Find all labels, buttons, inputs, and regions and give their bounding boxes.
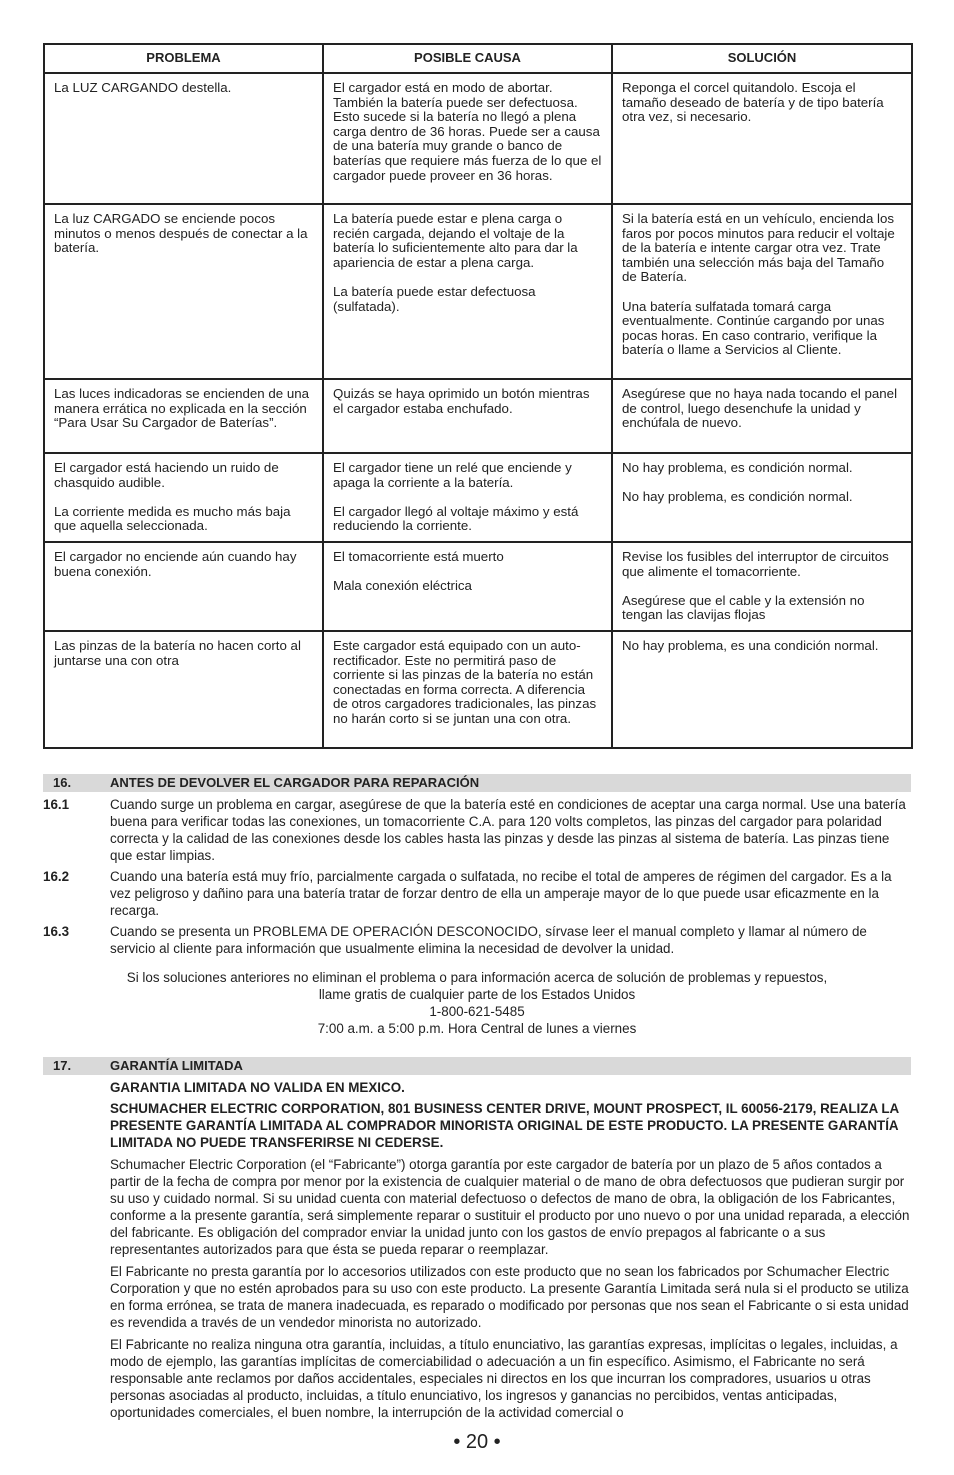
cell-text: Quizás se haya oprimido un botón mientras el cargador estaba enchufado. — [333, 386, 590, 416]
cell-text: La luz CARGADO se enciende pocos minutos o menos después de conectar a la batería. — [54, 211, 308, 256]
cell-text: Revise los fusibles del interruptor de circuitos que alimente el tomacorriente. — [622, 548, 889, 579]
problem-cell — [44, 73, 323, 204]
item-text: Cuando surge un problema en cargar, asegúrese de que la batería esté en condiciones de aceptar una carga normal. Use una batería buena para verificar todas las conexiones, un tomacorriente C.A. para 120 volts completos, las pinzas del cargador para polaridad correcta y la calidad de las conexiones desde los cables hasta las pinzas y desde las pinzas al sistema de batería. Las pinzas tiene que estar limpias. — [110, 797, 906, 863]
table-row — [44, 73, 912, 204]
table-row — [44, 542, 912, 631]
item-number: 16.3 — [43, 924, 70, 939]
cell-text: Las luces indicadoras se encienden de una manera errática no explicada en la sección “Para Usar Su Cargador de Baterías”. — [54, 386, 310, 431]
problem-cell — [44, 379, 323, 453]
section-17 — [43, 1057, 911, 1421]
cell-text: El cargador llegó al voltaje máximo y está reduciendo la corriente. — [333, 503, 579, 534]
problem-cell — [44, 204, 323, 379]
cause-cell — [323, 204, 612, 379]
cause-cell — [323, 379, 612, 453]
section-16 — [43, 774, 911, 1037]
cell-text: La batería puede estar defectuosa (sulfatada). — [333, 283, 536, 314]
cell-text: Si la batería está en un vehículo, encienda los faros por pocos minutos para reducir el voltaje de la batería e intente cargar otra vez. Trate también una selección más baja del Tamaño de Batería. — [622, 211, 895, 285]
cell-text: No hay problema, es una condición normal. — [622, 637, 879, 653]
cell-text: Mala conexión eléctrica — [333, 578, 472, 594]
cell-text: El cargador no enciende aún cuando hay buena conexión. — [54, 548, 297, 579]
cell-text: El cargador tiene un relé que enciende y apaga la corriente a la batería. — [333, 460, 572, 490]
warranty-notice: GARANTIA LIMITADA NO VALIDA EN MEXICO. — [110, 1080, 405, 1095]
cell-text: Reponga el corcel quitandolo. Escoja el tamaño deseado de batería y de tipo batería otra vez, si necesario. — [622, 80, 884, 125]
table-row — [44, 631, 912, 748]
section-number: 17. — [53, 1058, 72, 1073]
cause-cell — [323, 73, 612, 204]
cause-cell — [323, 453, 612, 542]
solution-cell — [612, 542, 912, 631]
item-text: Cuando se presenta un PROBLEMA DE OPERACIÓN DESCONOCIDO, sírvase leer el manual completo y llamar al número de servicio al cliente para información que usualmente elimina la necesidad de devolver la unidad. — [110, 924, 867, 956]
hours-line: 7:00 a.m. a 5:00 p.m. Hora Central de lunes a viernes — [317, 1021, 637, 1036]
cell-text: El tomacorriente está muerto — [333, 548, 504, 564]
warranty-paragraph: El Fabricante no realiza ninguna otra garantía, incluidas, a título enunciativo, las garantías expresas, implícitas o legales, incluidas, a modo de ejemplo, las garantías implícitas de comerciabilidad o adecuación a un fin específico. Asimismo, el Fabricante no será responsable ante reclamos por daños accidentales, especiales ni directos en los que incurran los compradores, usuarios u otras personas asociadas al producto, incluidas, a título enunciativo, los ingresos y ganancias no percibidos, ventas anticipadas, oportunidades comerciales, el buen nombre, la interrupción de la actividad comercial o — [110, 1337, 898, 1420]
item-text: Cuando una batería está muy frío, parcialmente cargada o sulfatada, no recibe el total de amperes de régimen del cargador. Es a la vez peligroso y dañino para una batería tratar de forzar dentro de ella un amperaje mayor de lo que puede usar eficazmente en la recarga. — [110, 869, 892, 918]
contact-info — [43, 969, 911, 1037]
section-16-header — [43, 774, 911, 792]
warranty-paragraph: El Fabricante no presta garantía por lo accesorios utilizados con este producto que no sean los fabricados por Schumacher Electric Corporation y que no estén aprobados para su uso con este producto. La presente Garantía Limitada será nula si el producto se utiliza en forma errónea, se trata de manera inadecuada, es reparado o modificado por personas que nos sean el Fabricante o si esta unidad es revendida a través de un vendedor minorista no autorizado. — [110, 1264, 909, 1330]
table-row — [44, 453, 912, 542]
section-title: GARANTÍA LIMITADA — [110, 1058, 243, 1073]
contact-line: llame gratis de cualquier parte de los Estados Unidos — [318, 987, 636, 1002]
problem-cell — [44, 542, 323, 631]
item-number: 16.2 — [43, 869, 70, 884]
cell-text: Este cargador está equipado con un auto-rectificador. Este no permitirá paso de corriente si las pinzas de la batería no están conectadas en forma correcta. A diferencia de otros cargadores tradicionales, las pinzas no harán corto si se juntan una con otra. — [333, 637, 597, 726]
cell-text: La batería puede estar e plena carga o recién cargada, dejando el voltaje de la batería lo suficientemente alto para dar la apariencia de estar a plena carga. — [333, 211, 578, 270]
solution-cell — [612, 73, 912, 204]
problem-cell — [44, 453, 323, 542]
solution-cell — [612, 631, 912, 748]
section-17-header — [43, 1057, 911, 1075]
column-header-problema: PROBLEMA — [44, 44, 323, 73]
solution-cell — [612, 379, 912, 453]
page-number: • 20 • — [453, 1431, 501, 1453]
list-item — [43, 923, 911, 957]
contact-line: Si los soluciones anteriores no eliminan el problema o para información acerca de solución de problemas y repuestos, — [126, 970, 828, 985]
cell-text: Las pinzas de la batería no hacen corto al juntarse una con otra — [54, 637, 301, 668]
cell-text: Asegúrese que no haya nada tocando el panel de control, luego desenchufe la unidad y enchúfala de nuevo. — [622, 386, 898, 431]
warranty-paragraph: Schumacher Electric Corporation (el “Fabricante”) otorga garantía por este cargador de batería por un plazo de 5 años contados a partir de la fecha de compra por menor por la existencia de cualquier material o de mano de obra defectuosos que pudieran surgir por su uso y cuidado normal. Si su unidad cuenta con material defectuoso o defectos de mano de obra, la obligación de los Fabricantes, conforme a la presente garantía, será simplemente reparar o sustituir el producto por uno nuevo o por una unidad reparada, a elección del fabricante. Es obligación del comprador enviar la unidad junto con los gastos de envío prepagos al fabricante o a sus representantes autorizados para que ésta se pueda reparar o reemplazar. — [110, 1157, 910, 1257]
column-header-posible-causa: POSIBLE CAUSA — [323, 44, 612, 73]
item-number: 16.1 — [43, 797, 70, 812]
cell-text: Asegúrese que el cable y la extensión no tengan las clavijas flojas — [622, 592, 865, 623]
troubleshooting-table — [43, 43, 913, 749]
section-title: ANTES DE DEVOLVER EL CARGADOR PARA REPARACIÓN — [110, 775, 480, 790]
cell-text: Una batería sulfatada tomará carga eventualmente. Continúe cargando por unas pocas horas. En caso contrario, verifique la batería o llame a Servicios al Cliente. — [622, 298, 885, 358]
cell-text: No hay problema, es condición normal. — [622, 460, 853, 475]
cell-text: El cargador está haciendo un ruido de chasquido audible. — [54, 460, 279, 490]
cell-text: No hay problema, es condición normal. — [622, 489, 853, 505]
cell-text: La corriente medida es mucho más baja que aquella seleccionada. — [54, 503, 291, 534]
table-header-row — [44, 44, 912, 73]
cause-cell — [323, 542, 612, 631]
list-item — [43, 868, 911, 919]
cell-text: La LUZ CARGANDO destella. — [54, 80, 232, 95]
cause-cell — [323, 631, 612, 748]
column-header-solucion: SOLUCIÓN — [612, 44, 912, 73]
table-row — [44, 379, 912, 453]
table-row — [44, 204, 912, 379]
problem-cell — [44, 631, 323, 748]
solution-cell — [612, 204, 912, 379]
list-item — [43, 796, 911, 864]
warranty-statement: SCHUMACHER ELECTRIC CORPORATION, 801 BUSINESS CENTER DRIVE, MOUNT PROSPECT, IL 60056-2179, REALIZA LA PRESENTE GARANTÍA LIMITADA AL COMPRADOR MINORISTA ORIGINAL DE ESTE PRODUCTO. LA PRESENTE GARANTÍA LIMITADA NO PUEDE TRANSFERIRSE NI CEDERSE. — [110, 1101, 899, 1150]
phone-number: 1-800-621-5485 — [429, 1004, 525, 1019]
cell-text: El cargador está en modo de abortar. También la batería puede ser defectuosa. Esto sucede si la batería no llegó a plena carga dentro de 36 horas. Puede ser a causa de una batería muy grande o banco de baterías que requiere más fuerza de lo que el cargador puede proveer en 36 horas. — [333, 80, 602, 183]
solution-cell — [612, 453, 912, 542]
section-number: 16. — [53, 775, 72, 790]
